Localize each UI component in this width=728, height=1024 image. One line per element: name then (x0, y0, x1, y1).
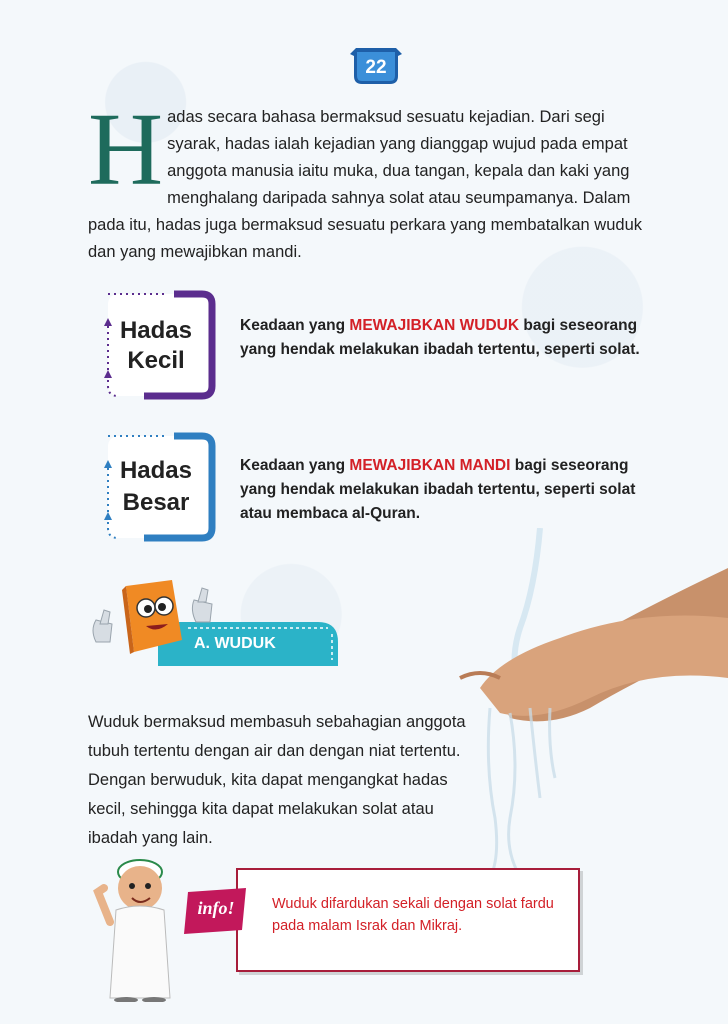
hadas-besar-description (240, 454, 660, 526)
book-mascot-icon (86, 580, 226, 670)
hands-washing-illustration (440, 528, 728, 888)
wuduk-paragraph: Wuduk bermaksud membasuh sebahagian anggota tubuh tertentu dengan air dan dengan niat tertentu. Dengan berwuduk, kita dapat mengangkat hadas kecil, sehingga kita dapat melakukan solat atau ibadah yang lain. (88, 713, 466, 847)
hadas-besar-desc-before: Keadaan yang (240, 457, 350, 474)
hadas-kecil-card (104, 290, 216, 400)
hadas-besar-line1: Hadas (119, 457, 193, 484)
hadas-kecil-highlight: MEWAJIBKAN WUDUK (349, 317, 520, 334)
section-title: A. WUDUK (194, 635, 276, 652)
hadas-besar-line2: Besar (122, 489, 190, 516)
intro-text: adas secara bahasa bermaksud sesuatu kejadian. Dari segi syarak, hadas ialah kejadian yang dianggap wujud pada empat anggota manusia iaitu muka, dua tangan, kepala dan kaki yang menghalang daripada sahnya solat atau seumpamanya. Dalam pada itu, hadas juga bermaksud sesuatu perkara yang membatalkan wuduk dan yang mewajibkan mandi. (88, 108, 643, 261)
hadas-kecil-desc-before: Keadaan yang (240, 317, 350, 334)
hadas-kecil-line1: Hadas (119, 317, 193, 344)
hadas-besar-card (104, 432, 216, 542)
intro-paragraph (88, 92, 648, 266)
info-tag-label: info! (197, 898, 235, 918)
info-text: Wuduk difardukan sekali dengan solat fardu pada malam Israk dan Mikraj. (272, 896, 554, 934)
hadas-kecil-desc-after: bagi seseorang yang hendak melakukan ibadah tertentu, seperti solat. (240, 317, 640, 358)
page-number: 22 (365, 57, 387, 78)
hadas-kecil-line2: Kecil (127, 347, 185, 374)
hadas-besar-frame (104, 432, 216, 542)
hadas-kecil-description (240, 314, 660, 362)
hadas-besar-desc-after: bagi seseorang yang hendak melakukan ibadah tertentu, seperti solat atau membaca al-Quran. (240, 457, 636, 522)
drop-cap: H (88, 92, 164, 207)
hadas-besar-highlight: MEWAJIBKAN MANDI (349, 457, 511, 474)
boy-character-illustration (92, 852, 182, 1002)
